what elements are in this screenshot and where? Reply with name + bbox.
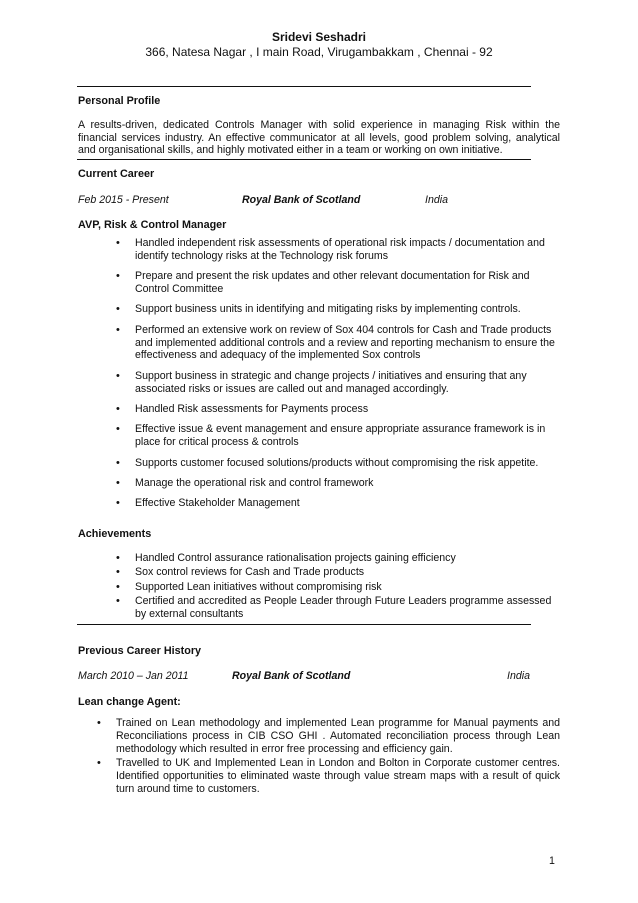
previous-location: India <box>507 670 530 682</box>
previous-role: Lean change Agent: <box>78 696 181 708</box>
previous-employer: Royal Bank of Scotland <box>232 670 351 682</box>
list-item: • Handled Control assurance rationalisation projects gaining efficiency <box>135 552 560 565</box>
list-item: • Travelled to UK and Implemented Lean in London and Bolton in Corporate customer centres. Identified opportunities to eliminated waste through value stream maps with a result of quick turn around time to customers. <box>116 757 560 795</box>
list-item: • Supports customer focused solutions/products without compromising the risk appetite. <box>135 457 559 470</box>
list-item: • Support business in strategic and change projects / initiatives and ensuring that any associated risks or issues are called out and managed accordingly. <box>135 370 559 396</box>
list-item: • Trained on Lean methodology and implemented Lean programme for Manual payments and Reconciliations process in CIB CSO GHI . Automated reconciliation process through Lean methodology which resulted in error free processing and efficiency gain. <box>116 717 560 755</box>
current-employer: Royal Bank of Scotland <box>242 194 361 206</box>
current-role: AVP, Risk & Control Manager <box>78 219 227 231</box>
divider <box>77 86 531 87</box>
lean-list <box>116 717 560 797</box>
list-item: • Sox control reviews for Cash and Trade products <box>135 566 560 579</box>
list-item: • Handled independent risk assessments of operational risk impacts / documentation and identify technology risks at the Technology risk forums <box>135 237 559 263</box>
list-item: • Effective issue & event management and ensure appropriate assurance framework is in place for critical process & controls <box>135 423 559 449</box>
page-number: 1 <box>549 855 555 867</box>
profile-text: A results-driven, dedicated Controls Manager with solid experience in managing Risk within the financial services industry. An effective communicator at all levels, good problem solving, analytical and organisational skills, and highly motivated either in a team or working on own initiative. <box>78 119 560 157</box>
divider <box>77 159 531 160</box>
responsibilities-list <box>135 237 559 518</box>
previous-career-heading: Previous Career History <box>78 645 202 657</box>
previous-period: March 2010 – Jan 2011 <box>78 670 189 682</box>
current-career-heading: Current Career <box>78 168 155 180</box>
achievements-heading: Achievements <box>78 528 152 540</box>
list-item: • Manage the operational risk and control framework <box>135 477 559 490</box>
list-item: • Prepare and present the risk updates and other relevant documentation for Risk and Control Committee <box>135 270 559 296</box>
list-item: • Handled Risk assessments for Payments process <box>135 403 559 416</box>
achievements-list <box>135 552 560 622</box>
list-item: • Certified and accredited as People Leader through Future Leaders programme assessed by external consultants <box>135 595 560 621</box>
list-item: • Performed an extensive work on review of Sox 404 controls for Cash and Trade products and implemented additional controls and a review and reporting mechanism to ensure the effectiveness and adequacy of the implemented Sox controls <box>135 324 559 362</box>
list-item: • Support business units in identifying and mitigating risks by implementing controls. <box>135 303 559 316</box>
candidate-name: Sridevi Seshadri <box>271 30 367 44</box>
divider <box>77 624 531 625</box>
candidate-address: 366, Natesa Nagar , I main Road, Virugambakkam , Chennai - 92 <box>145 45 493 59</box>
current-period: Feb 2015 - Present <box>78 194 169 206</box>
list-item: • Effective Stakeholder Management <box>135 497 559 510</box>
profile-heading: Personal Profile <box>78 95 161 107</box>
list-item: • Supported Lean initiatives without compromising risk <box>135 581 560 594</box>
current-location: India <box>425 194 448 206</box>
